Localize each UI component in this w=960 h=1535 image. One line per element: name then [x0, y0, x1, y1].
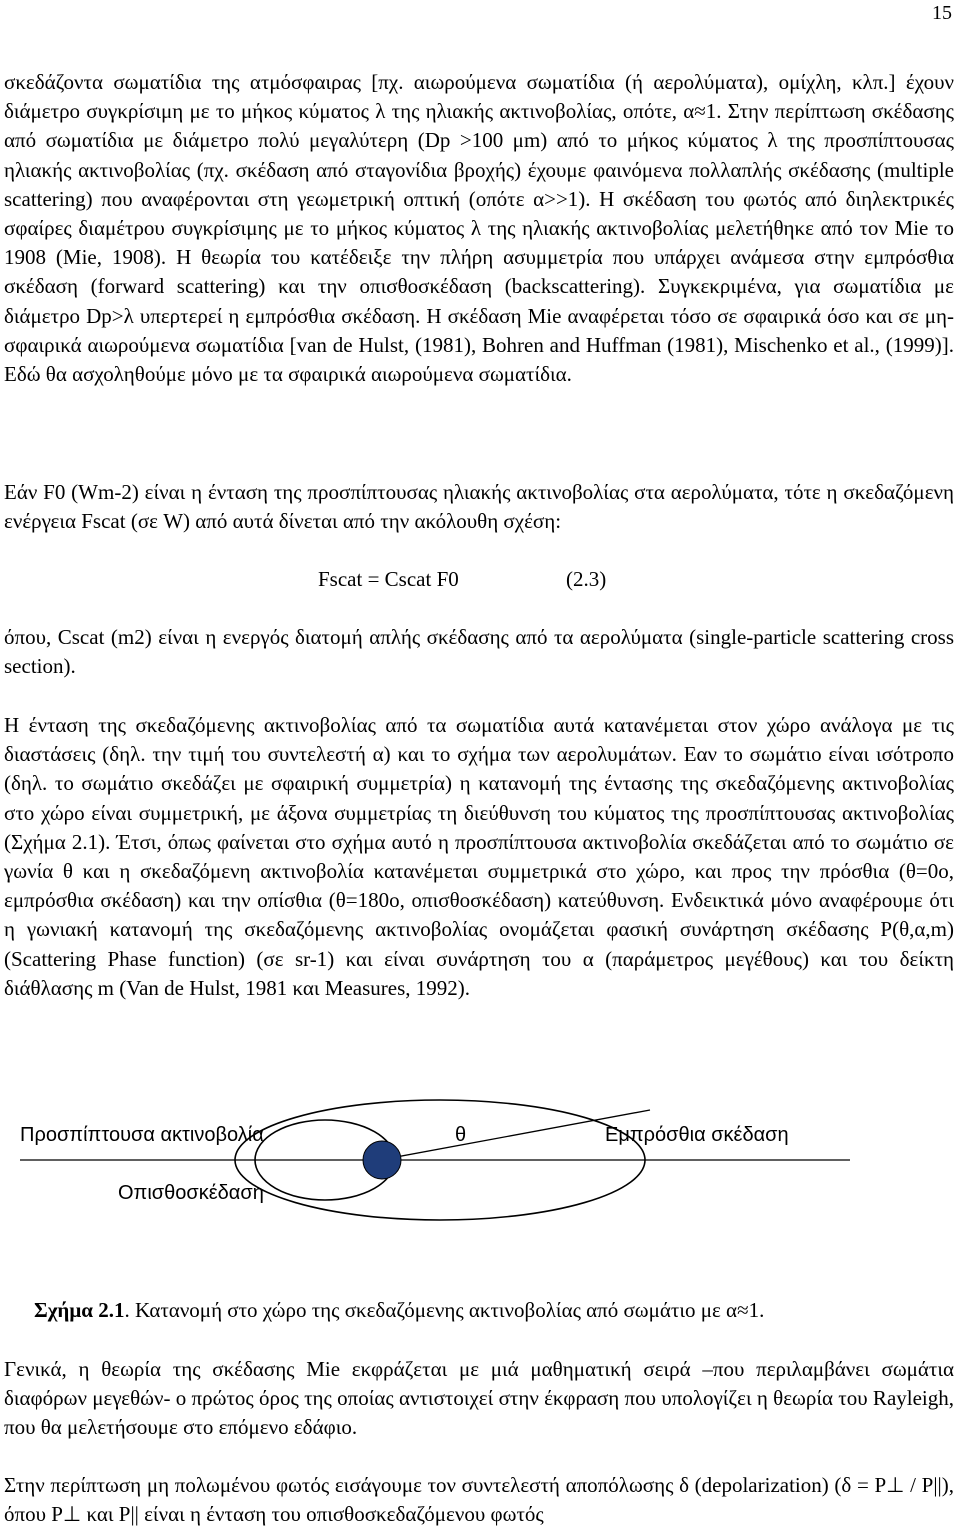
label-forward: Εμπρόσθια σκέδαση — [605, 1124, 789, 1146]
figure-caption — [34, 1298, 764, 1323]
paragraph-2: Εάν F0 (Wm-2) είναι η ένταση της προσπίπτουσας ηλιακής ακτινοβολίας στα αερολύματα, τότε η σκεδαζόμενη ενέργεια Fscat (σε W) από αυτά δίνεται από την ακόλουθη σχέση: — [4, 480, 954, 534]
equation-number: (2.3) — [566, 567, 607, 591]
page-number: 15 — [932, 2, 952, 24]
label-incident: Προσπίπτουσα ακτινοβολία — [20, 1124, 264, 1146]
paragraph-6: Στην περίπτωση μη πολωμένου φωτός εισάγουμε τον συντελεστή αποπόλωσης δ (depolarization) (δ = P⊥ / P||), όπου P⊥ και P|| είναι η ένταση του οπισθοσκεδαζόμενου φωτός — [4, 1473, 954, 1527]
paragraph-1: σκεδάζοντα σωματίδια της ατμόσφαιρας [πχ. αιωρούμενα σωματίδια (ή αερολύματα), ομίχλη, κλπ.] έχουν διάμετρο συγκρίσιμη με το μήκος κύματος λ της ηλιακής ακτινοβολίας, οπότε, α≈1. Στην περίπτωση σκέδασης από σωματίδια με διάμετρο πολύ μεγαλύτερη (Dp >100 μm) από το μήκος κύματος λ της προσπίπτουσας ηλιακής ακτινοβολίας (πχ. σκέδαση από σταγονίδια βροχής) έχουμε φαινόμενα πολλαπλής σκέδασης (multiple scattering) που αναφέρονται στη γεωμετρική οπτική (οπότε α>>1). Η σκέδαση του φωτός από διηλεκτρικές σφαίρες διαμέτρου συγκρίσιμης με το μήκος κύματος λ της ηλιακής ακτινοβολίας μελετήθηκε από τον Mie το 1908 (Mie, 1908). Η θεωρία του κατέδειξε την πλήρη ασυμμετρία που υπάρχει ανάμεσα στην εμπρόσθια σκέδαση (forward scattering) και την οπισθοσκέδαση (backscattering). Συγκεκριμένα, για σωματίδια με διάμετρο Dp>λ υπερτερεί η εμπρόσθια σκέδαση. Η σκέδαση Mie αναφέρεται τόσο σε σφαιρικά όσο και σε μη-σφαιρικά αιωρούμενα σωματίδια [van de Hulst, (1981), Bohren and Huffman (1981), Mischenko et al., (1999)]. Εδώ θα ασχοληθούμε μόνο με τα σφαιρικά αιωρούμενα σωματίδια. — [4, 70, 954, 387]
paragraph-5: Γενικά, η θεωρία της σκέδασης Mie εκφράζεται με μιά μαθηματική σειρά –που περιλαμβάνει σωμάτια διαφόρων μεγεθών- ο πρώτος όρος της οποίας αντιστοιχεί στην έκφραση που υπολογίζει η θεωρία του Rayleigh, που θα μελετήσουμε στο επόμενο εδάφιο. — [4, 1357, 954, 1440]
caption-label: Σχήμα 2.1 — [34, 1298, 125, 1322]
equation: Fscat = Cscat F0 — [318, 567, 459, 591]
scattering-diagram — [0, 1080, 960, 1230]
label-theta: θ — [455, 1124, 467, 1146]
label-backscatter: Οπισθοσκέδαση — [118, 1182, 264, 1204]
particle-icon — [363, 1141, 401, 1179]
paragraph-3: όπου, Cscat (m2) είναι η ενεργός διατομή απλής σκέδασης από τα αερολύματα (single-particle scattering cross section). — [4, 625, 954, 679]
paragraph-4: Η ένταση της σκεδαζόμενης ακτινοβολίας από τα σωματίδια αυτά κατανέμεται στον χώρο ανάλογα με τις διαστάσεις (δηλ. την τιμή του συντελεστή α) και το σχήμα των αερολυμάτων. Εαν το σωμάτιο είναι ισότροπο (δηλ. το σωμάτιο σκεδάζει με σφαιρική συμμετρία) η κατανομή της έντασης της σκεδαζόμενης ακτινοβολίας στο χώρο είναι συμμετρική, με άξονα συμμετρίας τη διεύθυνση του κύματος της προσπίπτουσας ακτινοβολίας (Σχήμα 2.1). Έτσι, όπως φαίνεται στο σχήμα αυτό η προσπίπτουσα ακτινοβολία σκεδάζεται από το σωμάτιο σε γωνία θ και η σκεδαζόμενη ακτινοβολία κατανέμεται συμμετρικά στο χώρο, και προς την πρόσθια (θ=0o, εμπρόσθια σκέδαση) και την οπίσθια (θ=180o, οπισθοσκέδαση) κατεύθυνση. Ενδεικτικά μόνο αναφέρουμε ότι η γωνιακή κατανομή της σκεδαζόμενης ακτινοβολίας ονομάζεται φασική συνάρτηση σκέδασης P(θ,α,m) (Scattering Phase function) (σε sr-1) και είναι συνάρτηση του α (παράμετρος μεγέθους) και του δείκτη διάθλασης m (Van de Hulst, 1981 και Measures, 1992). — [4, 713, 954, 1000]
caption-text: . Κατανομή στο χώρο της σκεδαζόμενης ακτινοβολίας από σωμάτιο με α≈1. — [124, 1298, 765, 1322]
